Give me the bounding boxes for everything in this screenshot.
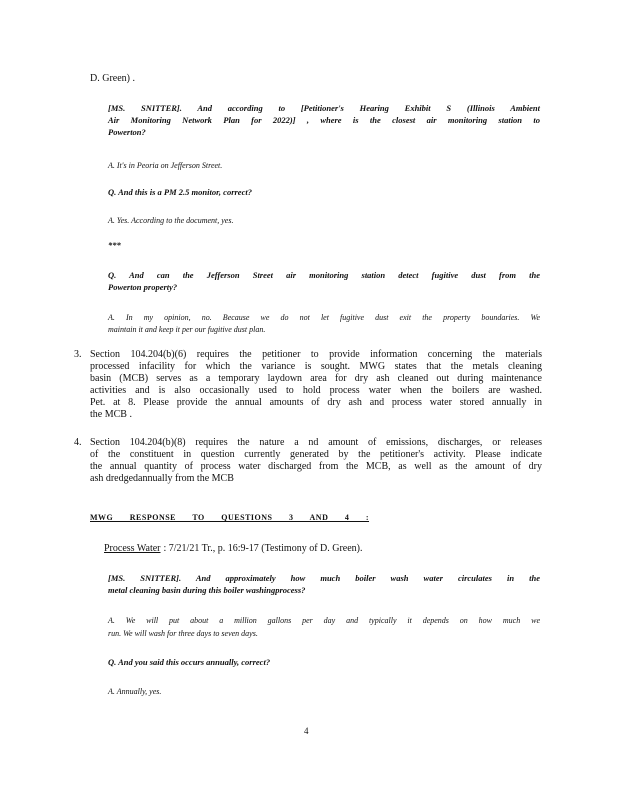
answer-line: A. It's in Peoria on Jefferson Street. bbox=[108, 161, 223, 170]
response-heading: MWG RESPONSE TO QUESTIONS 3 AND 4 : bbox=[90, 513, 370, 522]
question-line: [MS. SNITTER]. And according to [Petitioner's Hearing Exhibit S (Illinois Ambient bbox=[108, 103, 540, 113]
item-text-line: processed infacility for which the variance is sought. MWG states that the metals cleaning bbox=[90, 361, 542, 372]
answer-line: A. Yes. According to the document, yes. bbox=[108, 216, 234, 225]
question-line: Q. And this is a PM 2.5 monitor, correct? bbox=[108, 187, 252, 197]
item-text-line: basin (MCB) serves as a temporary laydown area for dry ash cleaned out during maintenance bbox=[90, 373, 542, 384]
question-line: Q. And can the Jefferson Street air monitoring station detect fugitive dust from the bbox=[108, 270, 540, 280]
answer-line: maintain it and keep it per our fugitive dust plan. bbox=[108, 325, 266, 334]
answer-line: A. In my opinion, no. Because we do not let fugitive dust exit the property boundaries. We bbox=[108, 313, 540, 322]
item-text-line: Section 104.204(b)(8) requires the nature a nd amount of emissions, discharges, or releases bbox=[90, 437, 542, 448]
page-number: 4 bbox=[304, 726, 309, 736]
question-line: Q. And you said this occurs annually, correct? bbox=[108, 657, 271, 667]
item-text-line: the annual quantity of process water discharged from the MCB, as well as the amount of dry bbox=[90, 461, 542, 472]
item-text-line: ash dredgedannually from the MCB bbox=[90, 473, 234, 484]
item-text-line: Section 104.204(b)(6) requires the petitioner to provide information concerning the materials bbox=[90, 349, 542, 360]
answer-line: run. We will wash for three days to seven days. bbox=[108, 629, 258, 638]
item-number: 3. bbox=[74, 349, 82, 360]
bullet-label: Process Water bbox=[104, 543, 161, 554]
item-number: 4. bbox=[74, 437, 82, 448]
item-text-line: of the constituent in question currently generated by the petitioner's activity. Please indicate bbox=[90, 449, 542, 460]
elision-stars: *** bbox=[108, 240, 121, 250]
question-line: [MS. SNITTER]. And approximately how much boiler wash water circulates in the bbox=[108, 573, 540, 583]
item-text-line: Pet. at 8. Please provide the annual amounts of dry ash and process water stored annually in bbox=[90, 397, 542, 408]
question-line: Powerton property? bbox=[108, 282, 178, 292]
question-line: metal cleaning basin during this boiler washingprocess? bbox=[108, 585, 306, 595]
item-text-line: activities and is also occasionally used to hold process water when the boilers are washed. bbox=[90, 385, 542, 396]
item-text-line: the MCB . bbox=[90, 409, 132, 420]
answer-line: A. Annually, yes. bbox=[108, 687, 162, 696]
bullet-citation: : 7/21/21 Tr., p. 16:9-17 (Testimony of D. Green). bbox=[163, 543, 363, 554]
bullet-line bbox=[90, 543, 363, 555]
top-line: D. Green) . bbox=[90, 73, 135, 84]
answer-line: A. We will put about a million gallons per day and typically it depends on how much we bbox=[108, 616, 540, 625]
question-line: Powerton? bbox=[108, 127, 146, 137]
question-line: Air Monitoring Network Plan for 2022)] , where is the closest air monitoring station to bbox=[108, 115, 540, 125]
